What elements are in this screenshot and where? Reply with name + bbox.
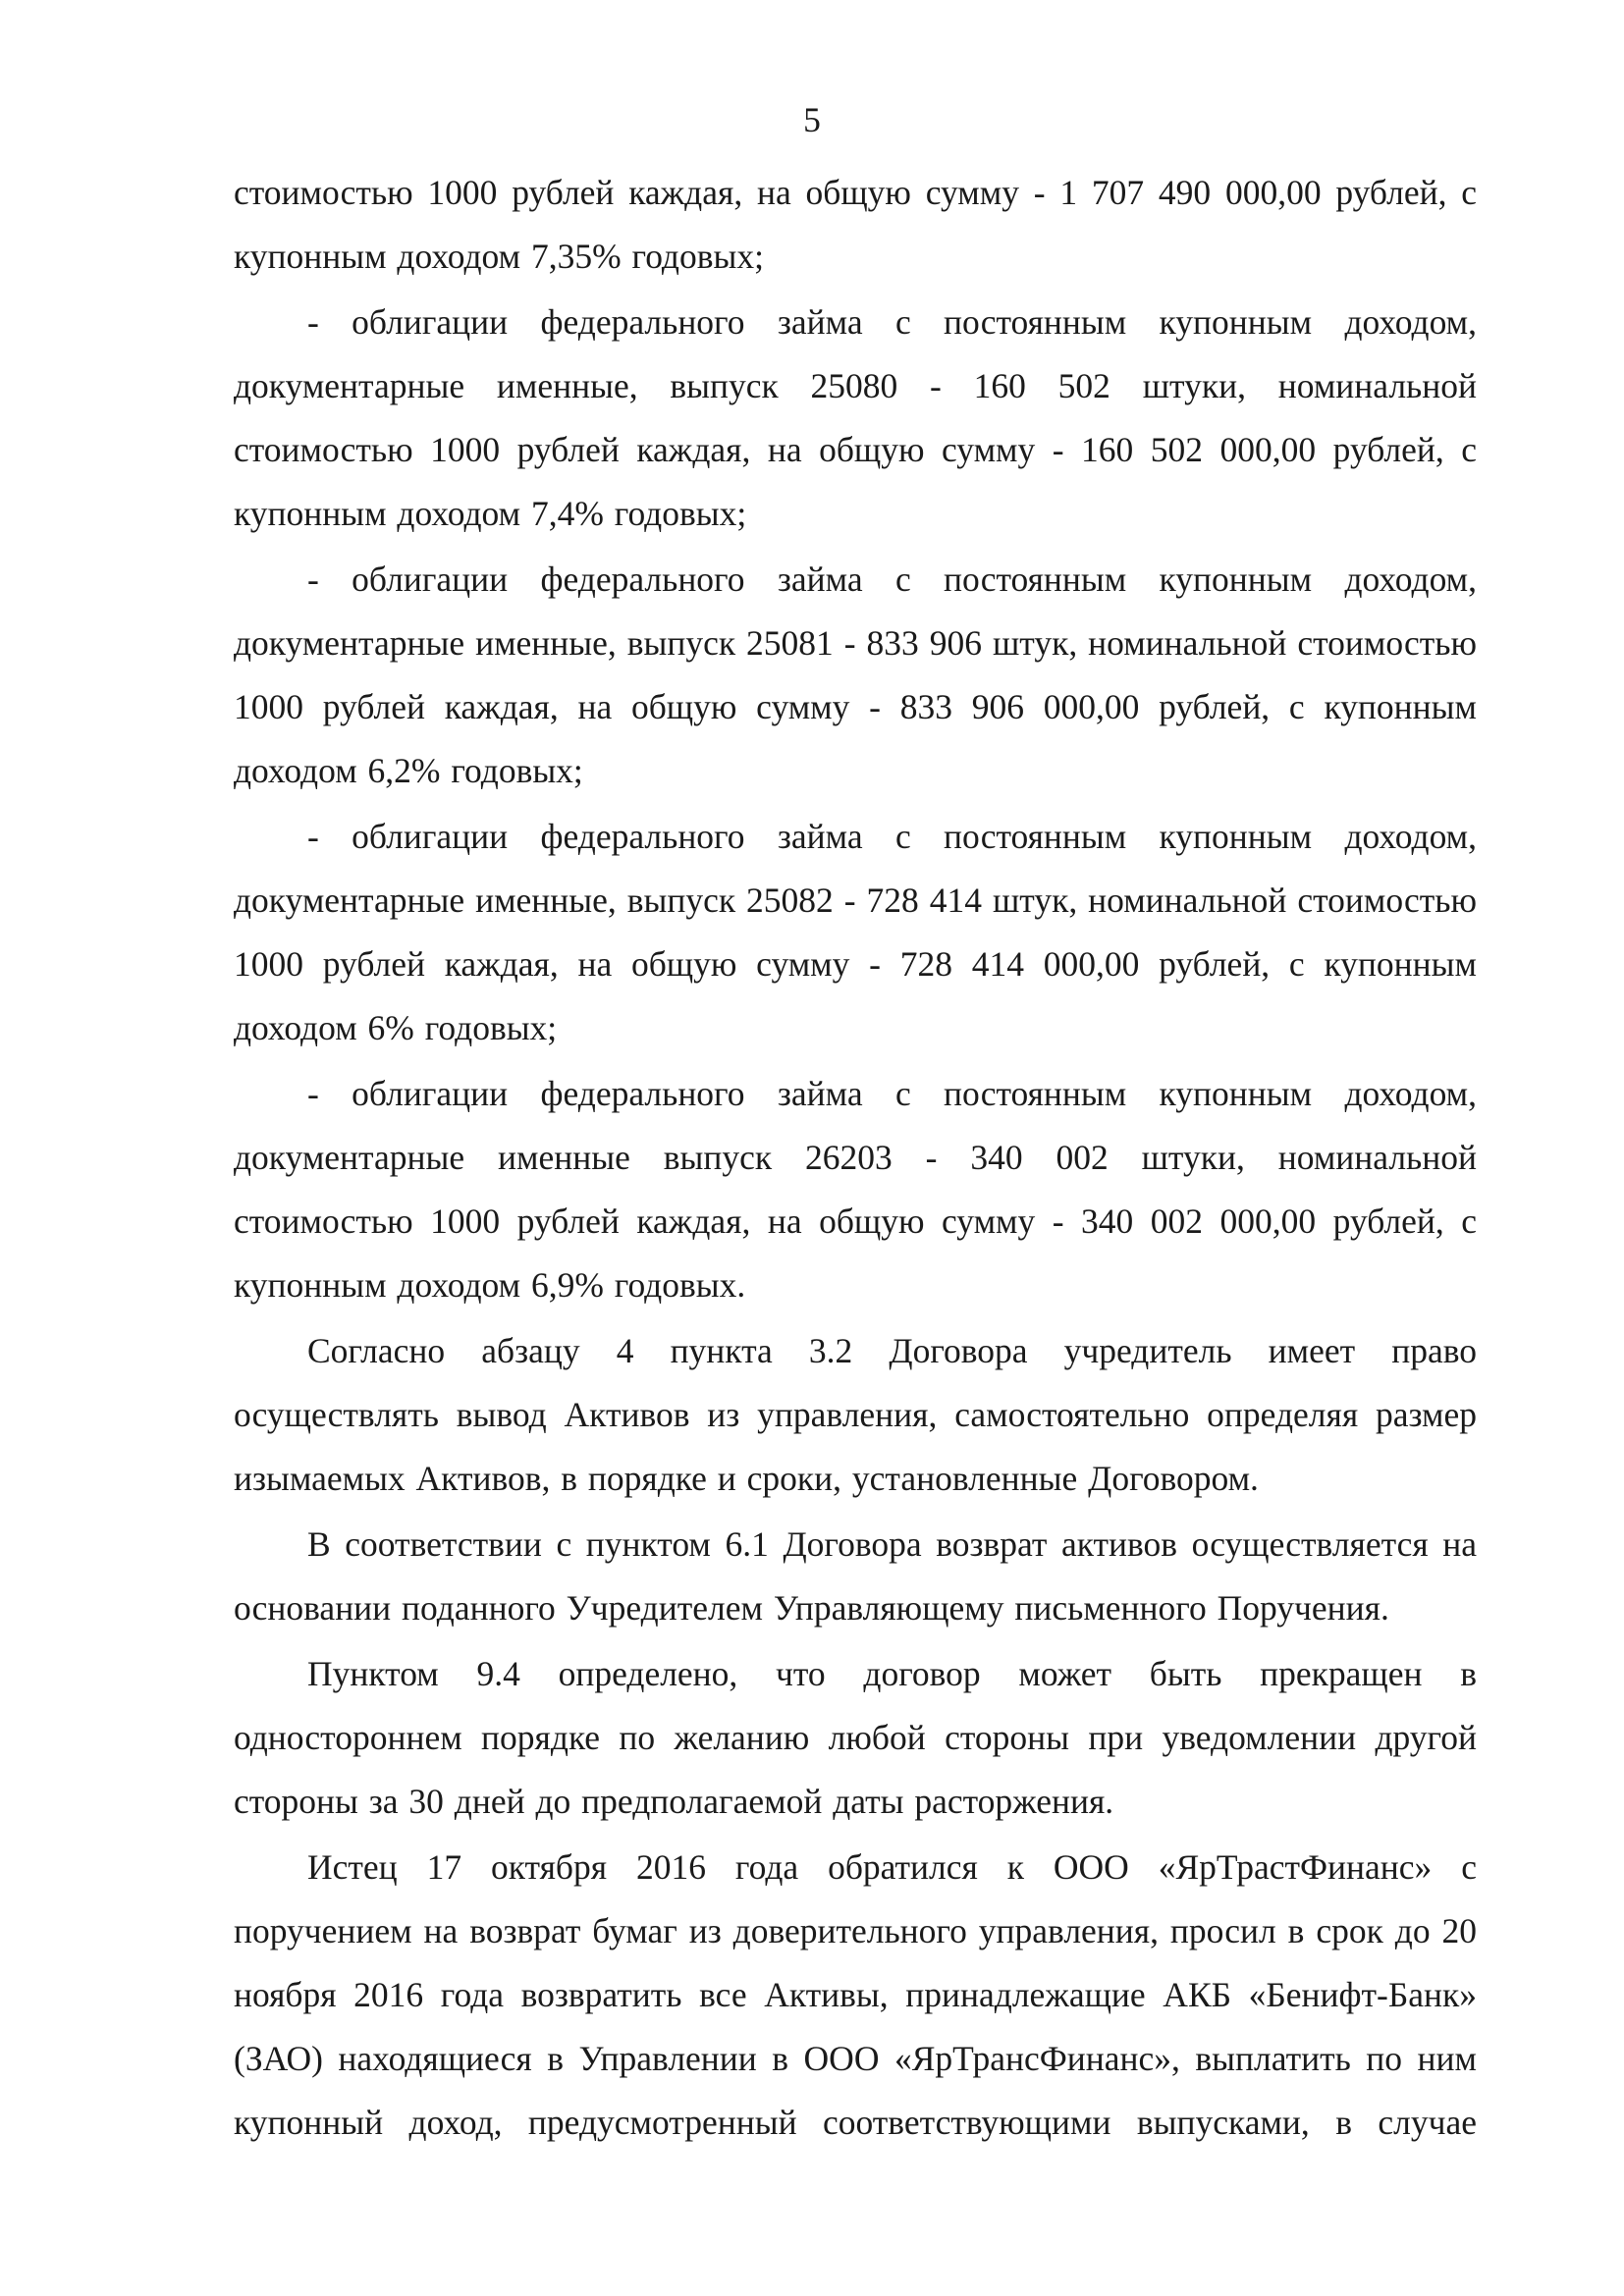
- document-body: [234, 161, 1477, 2157]
- paragraph-clause-6-1: В соответствии с пунктом 6.1 Договора возврат активов осуществляется на основании поданного Учредителем Управляющему письменного Поручения.: [234, 1524, 1477, 1628]
- paragraph-clause-9-4: Пунктом 9.4 определено, что договор может быть прекращен в одностороннем порядке по желанию любой стороны при уведомлении другой стороны за 30 дней до предполагаемой даты расторжения.: [234, 1654, 1477, 1821]
- paragraph-bond-25081: - облигации федерального займа с постоянным купонным доходом, документарные именные, выпуск 25081 - 833 906 штук, номинальной стоимостью 1000 рублей каждая, на общую сумму - 833 906 000,00 рублей, с купонным доходом 6,2% годовых;: [234, 560, 1477, 790]
- paragraph-bond-25082: - облигации федерального займа с постоянным купонным доходом, документарные именные, выпуск 25082 - 728 414 штук, номинальной стоимостью 1000 рублей каждая, на общую сумму - 728 414 000,00 рублей, с купонным доходом 6% годовых;: [234, 817, 1477, 1047]
- page-number: 5: [803, 100, 821, 139]
- paragraph-bond-26203: - облигации федерального займа с постоянным купонным доходом, документарные именные выпуск 26203 - 340 002 штуки, номинальной стоимостью 1000 рублей каждая, на общую сумму - 340 002 000,00 рублей, с купонным доходом 6,9% годовых.: [234, 1074, 1477, 1305]
- paragraph-continuation: стоимостью 1000 рублей каждая, на общую сумму - 1 707 490 000,00 рублей, с купонным доходом 7,35% годовых;: [234, 173, 1477, 276]
- paragraph-bond-25080: - облигации федерального займа с постоянным купонным доходом, документарные именные, выпуск 25080 - 160 502 штуки, номинальной стоимостью 1000 рублей каждая, на общую сумму - 160 502 000,00 рублей, с купонным доходом 7,4% годовых;: [234, 302, 1477, 533]
- paragraph-clause-3-2: Согласно абзацу 4 пункта 3.2 Договора учредитель имеет право осуществлять вывод Активов из управления, самостоятельно определяя размер изымаемых Активов, в порядке и сроки, установленные Договором.: [234, 1331, 1477, 1498]
- paragraph-plaintiff-request: Истец 17 октября 2016 года обратился к ООО «ЯрТрастФинанс» с поручением на возврат бумаг из доверительного управления, просил в срок до 20 ноября 2016 года возвратить все Активы, принадлежащие АКБ «Бенифт-Банк» (ЗАО) находящиеся в Управлении в ООО «ЯрТрансФинанс», выплатить по ним купонный доход, предусмотренный соответствующими выпусками, в случае: [234, 1847, 1477, 2142]
